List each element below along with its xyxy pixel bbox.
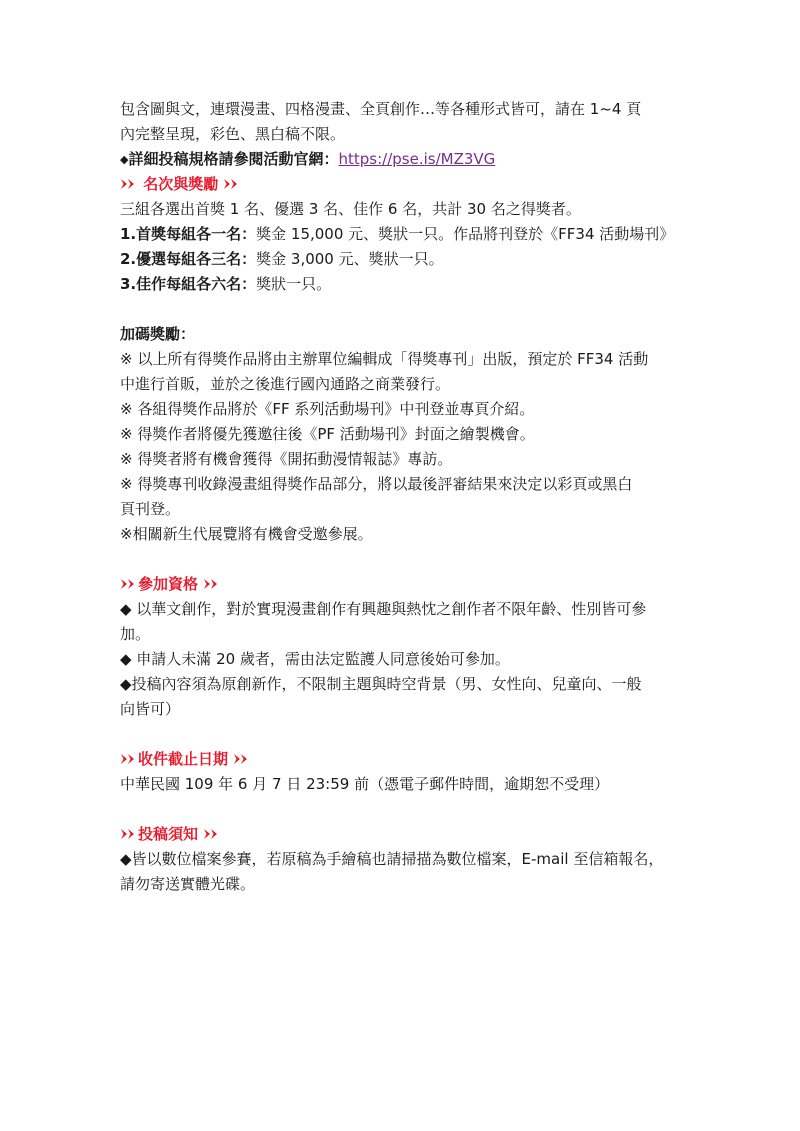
- section-heading-eligibility: [120, 572, 690, 597]
- double-arrow-icon: [233, 753, 251, 765]
- notice-heading: 投稿須知: [138, 825, 199, 843]
- document-body: [120, 97, 690, 897]
- bonus-line: 頁刊登。: [120, 500, 181, 518]
- guidelines-line: [120, 147, 690, 172]
- award-text: 獎金 3,000 元、獎狀一只。: [256, 250, 444, 268]
- guidelines-link[interactable]: https://pse.is/MZ3VG: [338, 150, 496, 168]
- double-arrow-icon: [120, 178, 138, 190]
- bonus-line: ※ 得獎者將有機會獲得《開拓動漫情報誌》專訪。: [120, 450, 453, 468]
- award-label: 2.優選每組各三名：: [120, 250, 257, 268]
- double-arrow-icon: [120, 578, 138, 590]
- guidelines-label: 詳細投稿規格請參閱活動官網：: [128, 150, 339, 168]
- award-item-honorable: [120, 272, 690, 297]
- double-arrow-icon: [223, 178, 241, 190]
- award-label: 3.佳作每組各六名：: [120, 275, 257, 293]
- section-heading-deadline: [120, 747, 690, 772]
- eligibility-line: ◆ 申請人未滿 20 歲者，需由法定監護人同意後始可參加。: [120, 650, 510, 668]
- eligibility-line: ◆ 以華文創作，對於實現漫畫創作有興趣與熱忱之創作者不限年齡、性別皆可參: [120, 600, 647, 618]
- bonus-heading: 加碼獎勵：: [120, 325, 196, 343]
- diamond-bullet-icon: ◆: [120, 153, 129, 166]
- spacer: [120, 297, 690, 322]
- eligibility-line: 加。: [120, 625, 151, 643]
- bonus-line: ※ 各組得獎作品將於《FF 系列活動場刊》中刊登並專頁介紹。: [120, 400, 535, 418]
- deadline-text: 中華民國 109 年 6 月 7 日 23:59 前（憑電子郵件時間，逾期恕不受理）: [120, 775, 610, 793]
- intro-line: 內完整呈現，彩色、黑白稿不限。: [120, 125, 346, 143]
- double-arrow-icon: [120, 753, 138, 765]
- spacer: [120, 722, 690, 747]
- awards-summary: 三組各選出首獎 1 名、優選 3 名、佳作 6 名，共計 30 名之得獎者。: [120, 200, 581, 218]
- notice-line: ◆皆以數位檔案參賽，若原稿為手繪稿也請掃描為數位檔案，E-mail 至信箱報名，: [120, 850, 664, 868]
- eligibility-line: 向皆可）: [120, 700, 181, 718]
- section-heading-notice: [120, 822, 690, 847]
- spacer: [120, 797, 690, 822]
- bonus-line: ※ 以上所有得獎作品將由主辦單位編輯成「得獎專刊」出版，預定於 FF34 活動: [120, 350, 649, 368]
- bonus-line: ※ 得獎專刊收錄漫畫組得獎作品部分，將以最後評審結果來決定以彩頁或黑白: [120, 475, 633, 493]
- bonus-line: ※ 得獎作者將優先獲邀往後《PF 活動場刊》封面之繪製機會。: [120, 425, 535, 443]
- bonus-line: 中進行首販，並於之後進行國內通路之商業發行。: [120, 375, 451, 393]
- award-text: 獎狀一只。: [256, 275, 332, 293]
- bonus-line: ※相關新生代展覽將有機會受邀參展。: [120, 525, 373, 543]
- award-label: 1.首獎每組各一名：: [120, 225, 257, 243]
- double-arrow-icon: [120, 828, 138, 840]
- awards-heading: 名次與獎勵: [143, 175, 219, 193]
- double-arrow-icon: [203, 828, 221, 840]
- section-heading-awards: [120, 172, 690, 197]
- award-item-first: [120, 222, 690, 247]
- intro-line: 包含圖與文，連環漫畫、四格漫畫、全頁創作…等各種形式皆可，請在 1~4 頁: [120, 100, 642, 118]
- double-arrow-icon: [203, 578, 221, 590]
- eligibility-heading: 參加資格: [138, 575, 199, 593]
- notice-line: 請勿寄送實體光碟。: [120, 875, 256, 893]
- award-text: 獎金 15,000 元、獎狀一只。作品將刊登於《FF34 活動場刊》: [256, 225, 675, 243]
- eligibility-line: ◆投稿內容須為原創新作，不限制主題與時空背景（男、女性向、兒童向、一般: [120, 675, 642, 693]
- spacer: [120, 547, 690, 572]
- award-item-merit: [120, 247, 690, 272]
- deadline-heading: 收件截止日期: [138, 750, 229, 768]
